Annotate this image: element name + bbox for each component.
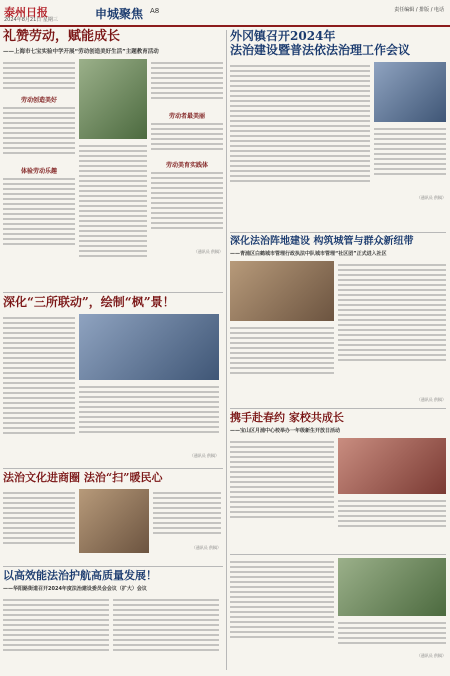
body-text [151,169,223,249]
body-text [230,324,334,394]
body-text [3,596,109,666]
body-text [113,596,219,666]
byline: （通讯员 供稿） [416,396,446,402]
article-law-in-business-district [3,472,223,564]
byline: （通讯员 供稿） [416,653,446,658]
byline: （通讯员 供稿） [193,248,223,254]
article-title: 深化法治阵地建设 构筑城管与群众新纽带 [230,236,414,247]
subhead: 体验劳动乐趣 [20,167,57,175]
body-text [230,62,370,212]
body-text [230,438,334,548]
body-text [374,125,446,195]
byline: （通讯员 供稿） [416,194,446,200]
issue-date: 2024年8月21日 星期三 [4,17,58,23]
article-three-office-linkage [3,296,223,466]
body-text [79,142,147,292]
article-title-line2: 法治建设暨普法依法治理工作会议 [230,42,411,57]
body-text [151,59,223,111]
students-gardening-photo [79,59,147,139]
body-text [151,120,223,160]
body-text [338,497,446,541]
street-publicity-photo [79,489,149,553]
article-title: 礼赞劳动，赋能成长 [3,29,121,44]
subhead: 劳动美育实践体 [165,161,208,169]
subhead: 劳动者最美丽 [168,112,205,120]
body-text [3,314,75,464]
article-baihe-urban-management [230,236,446,406]
body-text [79,383,219,453]
subhead: 劳动创造美好 [20,96,57,104]
section-divider [3,566,223,567]
urban-officers-photo [230,261,334,321]
column-divider [226,30,227,670]
byline: （通讯员 供稿） [189,452,219,458]
article-title: 法治文化进商圈 法治“扫”暖民心 [3,471,163,484]
article-title: 携手赴春约 家校共成长 [230,411,344,424]
body-text [153,489,221,545]
byline: （通讯员 供稿） [191,544,221,550]
body-text [3,59,75,95]
school-activity-photo [338,558,446,616]
body-text [3,104,75,166]
newspaper-logo: 泰州日报 [4,6,48,19]
body-text [338,261,446,397]
body-text [3,175,75,265]
article-title: 外冈镇召开2024年 [230,29,336,43]
article-subtitle: ——青浦区白鹤城市管理行政执法中队城市管理“社区团”正式进入社区 [230,250,387,257]
body-text [338,619,446,653]
article-huayang-law-committee [3,570,223,674]
article-subtitle: ——宝山区月浦中心校举办一年级新生开放日活动 [230,427,341,434]
court-meeting-photo [79,314,219,380]
header-rule [0,25,450,27]
section-divider [230,408,446,409]
article-title: 深化“三所联动”，绘制“枫”景！ [3,295,175,309]
editor-info: 责任编辑 / 排版 / 电话 [394,7,444,13]
body-text [230,558,334,666]
article-subtitle: ——上海市七宝实验中学开展“劳动创造美好生活”主题教育活动 [3,48,159,55]
section-title: 申城聚焦 [95,7,144,21]
page-number: A8 [150,7,160,15]
section-divider [230,232,446,233]
section-divider [3,468,223,469]
children-classroom-photo [338,438,446,494]
article-yuepu-school-openday [230,412,446,552]
meeting-hall-photo [374,62,446,122]
body-text [3,489,75,557]
section-divider [230,554,446,555]
section-divider [3,292,223,293]
article-subtitle: ——华阳路街道召开2024年度法治建设委员会会议（扩大）会议 [3,585,147,592]
article-yuepu-continued [230,558,446,670]
article-labor-education [3,30,223,290]
article-waigang-law-meeting [230,30,446,230]
article-title: 以高效能法治护航高质量发展！ [3,569,157,582]
